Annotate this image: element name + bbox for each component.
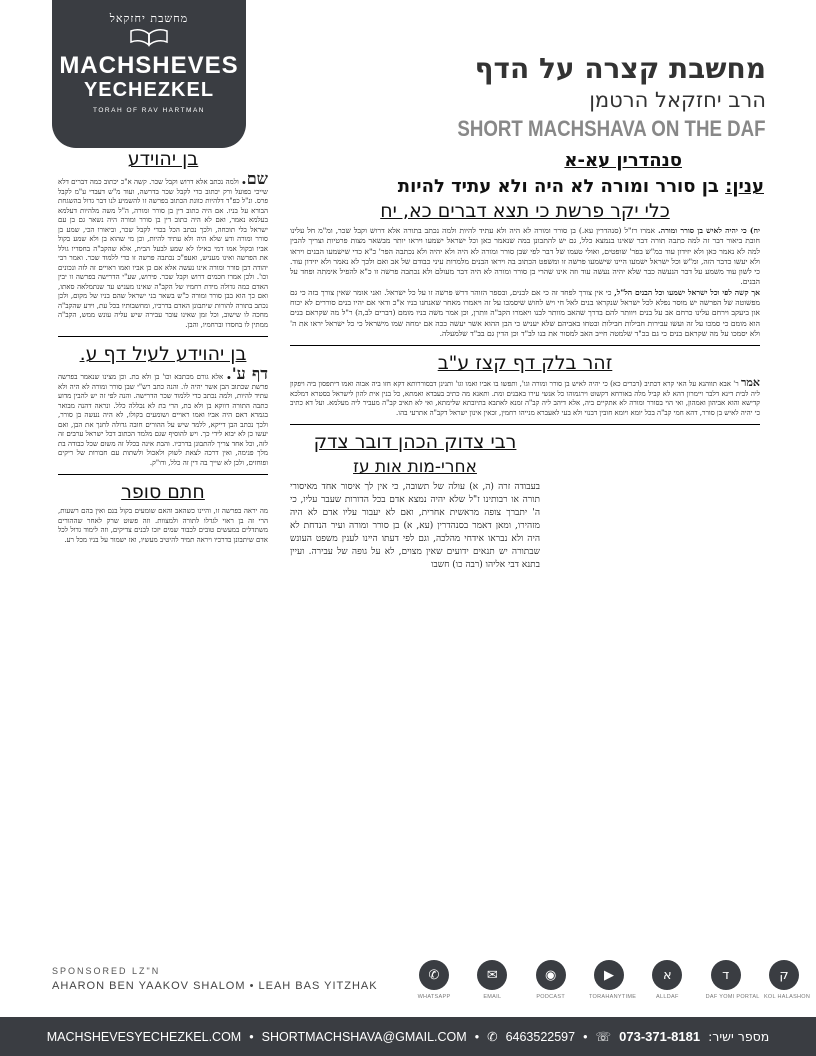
- book-icon: [129, 27, 169, 47]
- dafyomi-portal-link[interactable]: [705, 960, 760, 1000]
- logo-hebrew: מחשבת יחזקאל: [109, 12, 189, 25]
- section-heading: חתם סופר: [121, 481, 205, 503]
- sponsor-label: SPONSORED LZ"N: [52, 966, 161, 976]
- whatsapp-link[interactable]: [414, 960, 454, 1000]
- logo-name-line1: MACHSHEVES: [59, 52, 239, 79]
- sponsor-block: [52, 966, 378, 992]
- kli-yakar-section: [290, 200, 760, 339]
- topic-line: [398, 176, 764, 197]
- section-body-2: כי אין צורך לפחד זה כי אם לבנים, ובספר הזוהר דרש פרשה זו על כל ישראל. ואני אומר שאין צורך בזה כי גם מפשוטה של הפרשה יש מוסר נפלא לכל ישראל שנקראו בנים לאל חי ויש לחוש שיסמכו על זה ויאמרו מאחר שאנחנו בניו א"כ ודאי אם יהיו בנים סוררים לא יכוח און ביעקב וירחם עלינו כרחם אב על בנים ויוותר להם בדרך שהאב מוותר לבנו ויאמרו הקב"ה וותרן, וכן אמר משה בניו מומם (דברים לב,ה) ר"ל מה שקראם בנים הוא מומם כי סמכו על זה ועשו עבירות חבילות חבילות ובטחו באביהם שלא יעניש כי הבן ההוא אשר יעשה ככה אם ימחה שמו מישראל כי כל ישראל יראו את ה' ולא יסמכו על מה שקראם בנים כי גם בכ"ד שלמטה חייב האב למסור את בנו לב"ד וכן הדין גם בב"ד שלמעלה.: [290, 287, 760, 338]
- section-body: ר' אבא תווהנא על האי קרא דכתיב (דברים כא) כי יהיה לאיש בן סורר ומורה וגו', ותפשו בו אביו ואמו וגו' ותנינן דבסוררותא דקא חזו ביה אבוה ואמו דיתפסון ביה ויפקון ליה לבית דינא דלבר ויימרון דהא לא קביל מלה באורחא דקשוט וירגמוהו כל אנשי עירו באבנים ומת. ותאנא מה כתיב בעבדא ואמתא, כל בנין אית להון לישראל בסטרא דמלכא קדישא והוא אביהון ואמהון, ואי הוי בסורר ומורה לא אתקיים ביה, אלא דיהב ליה קב"ה זמנא לאתבא בתיובתא שלימתא, ואי לא תאיב קב"ה מעביר ליה מעלמא. ועל דא כתיב כי יהיה לאיש בן סורר, דהא חמי קב"ה בכל יומא ויומא חובין דבנוי ולא בעי לאעברא מנייהו רחמין, זכאין אינון ישראל דקב"ה אתרעי בהו.: [290, 380, 760, 417]
- israel-phone[interactable]: 073-371-8181: [619, 1029, 701, 1044]
- email-link[interactable]: [472, 960, 512, 1000]
- section-heading: בן יהוידע לעיל דף ע.: [79, 343, 247, 365]
- section-text: [290, 226, 760, 288]
- topic-text: בן סורר ומורה לא היה ולא עתיד להיות: [397, 176, 719, 197]
- divider: [58, 474, 268, 475]
- section-text-2: [290, 288, 760, 339]
- icon-label: WHATSAPP: [417, 994, 451, 1000]
- ben-yehoyada-section: [58, 148, 268, 330]
- dafyomi-portal-icon[interactable]: ד: [711, 960, 741, 990]
- alldaf-link[interactable]: [647, 960, 687, 1000]
- footer-bar: [0, 1017, 816, 1056]
- icon-label: DAF YOMI PORTAL: [705, 994, 760, 1000]
- rabbi-tzadok-section: [290, 431, 540, 572]
- section-lead-2: אך קשה לפי וכל ישראל ישמעו וכל הבנים הל"ל,: [614, 287, 761, 297]
- icon-label: ALLDAF: [656, 994, 679, 1000]
- left-column: [58, 148, 268, 545]
- topic-label: ענין:: [725, 176, 764, 197]
- separator-dot: •: [249, 1029, 254, 1044]
- page-title-english: SHORT MACHSHAVA ON THE DAF: [457, 116, 766, 141]
- section-heading: כלי יקר פרשת כי תצא דברים כא, יח: [380, 200, 670, 222]
- email-address-link[interactable]: SHORTMACHSHAVA@GMAIL.COM: [261, 1029, 467, 1044]
- icon-label: KOL HALASHON: [763, 994, 811, 1000]
- section-lead: אמר: [741, 376, 760, 390]
- whatsapp-icon[interactable]: ✆: [419, 960, 449, 990]
- page-title-hebrew: מחשבת קצרה על הדף: [474, 52, 766, 85]
- section-lead: יח) כי יהיה לאיש בן סורר ומורה.: [658, 226, 760, 235]
- link-icons: [414, 960, 811, 1000]
- podcast-icon[interactable]: ◉: [536, 960, 566, 990]
- ben-yehoyada-daf-ayin-section: [58, 343, 268, 468]
- icon-label: PODCAST: [536, 994, 565, 1000]
- phone-icon: ☏: [595, 1030, 612, 1044]
- separator-dot: •: [474, 1029, 480, 1044]
- section-text: [290, 378, 760, 418]
- logo: [52, 0, 246, 148]
- torahanytime-icon[interactable]: ▶: [594, 960, 624, 990]
- section-heading: זהר בלק דף קצז ע"ב: [437, 352, 613, 375]
- section-body: אמרו רז"ל (סנהדרין עא.) בן סורר ומורה לא היה ולא עתיד להיות ולמה נכתב בתורה אלא דרוש וקבל שכר, ומ"מ חל עלינו חובת ביאור דבר זה למה כתבה תורה דבר שאינו בנמצא כלל, גם יש להתבונן במה שנאמר כאן וכל ישראל ישמעו ויראו יותר מבשאר מצות פרטיות וצריך להבין למה לא נאמר כאן ולא יזידון עוד כמ"ש בפר' שופטים, ואולי טעמו של דבר לפי שבן סורר ומורה לא היה ולא יהיה ולא נכתבה הפר' כ"א כדי שישמעו הבנים ויראו ולא יעשו כדבר הזה, ומ"ש וכל ישראל ישמעו היינו שישמעו פרשה זו ומשפט הכתוב בה ויראו הבנים מלמרות עיני כבודם של אב ואם ולכך לא נאמר ולא יזידון עוד. כי לשון עוד משמע על דבר הנעשה כבר שלא יהיה נעשה עוד וזה אינו שהרי בן סורר ומורה לא היה דבר מעולם ולא נכתבה פרשה זו כ"א להפיל אימתה ופחד על הבנים.: [290, 226, 760, 287]
- divider: [58, 336, 268, 337]
- alldaf-icon[interactable]: א: [652, 960, 682, 990]
- whatsapp-footer-icon: ✆: [487, 1030, 498, 1044]
- kolhalashon-icon[interactable]: ק: [769, 960, 799, 990]
- zohar-section: [290, 352, 760, 418]
- section-heading: בן יהוידע: [127, 148, 199, 170]
- podcast-link[interactable]: [531, 960, 571, 1000]
- tractate-reference: סנהדרין עא-א: [564, 150, 682, 171]
- separator-dot: •: [583, 1029, 588, 1044]
- section-lead: דף ע'.: [226, 364, 269, 383]
- email-icon[interactable]: ✉: [477, 960, 507, 990]
- divider: [290, 345, 760, 346]
- section-text: [58, 364, 269, 468]
- website-link[interactable]: MACHSHEVESYECHEZKEL.COM: [46, 1029, 242, 1044]
- section-heading: רבי צדוק הכהן דובר צדק: [313, 431, 517, 454]
- author-name-hebrew: הרב יחזקאל הרטמן: [589, 88, 766, 112]
- section-text: [58, 169, 269, 330]
- kolhalashon-link[interactable]: [763, 960, 811, 1000]
- icon-label: EMAIL: [483, 994, 502, 1000]
- chasam-sofer-section: [58, 481, 268, 545]
- section-body: ולמה נכתב אלא דרוש וקבל שכר. קשה א"כ יכתוב כמה דברים דלא שייכי בפועל ורק יכתוב כדי לקבל שכר בדרשה, ועוד מ"ש דעבדי ע"מ לקבל פרס. ונ"ל כפ"ד דלהיות כוונת הכתוב בפרשה זו להשמיע לנו דבר גדול בהשגחת הבורא על בניו. אם היה כתוב דין בן סורר ומורה, ה"ל משה מלהיות דעלמא בעלמא נאמר, ואם לא היה כתוב דין בן סורר ומורה היה נשאר גם בן עם ישראל בלי תוכחה, ולכך נכתב הכל בכדי לקבל שכר, וביאורו הכי, שמע בן סורר ומורה ודע שלא היה ולא עתיד להיות, וכן מי שהוא בן ולא שמע בקול אביו ובקול אמו דמי כאילו לא שמע לבעל הבית, אלא שהקב"ה בחסדיו גולל את הפרשה ואינו מעניש, ואעפ"כ נכתבה פרשה זו כדי ללמוד שכר. ואמר רבי יהודה דבן סורר ומורה אינו נעשה אלא אם כן אביו ואמו ראויים זה לזה ונכונים וכו'. ולכן אמרו חכמים דרוש וקבל שכר. פירוש, שע"י הדרישה בפרשה זו יבין האדם כמה גדולה מידת רחמיו של הקב"ה שאינו מעניש עד שנתמלאה סאתו, ואם כך הוא בבן סורר ומורה כ"ש בשאר בני ישראל שהם בניו של מקום, ולכן נכתב בתורה להורות שיתבונן האדם בדרכיו, ומחשבותיו בכל עת, וידע שהקב"ה מחכה לו שישוב, וכל זמן שאינו עובר עבירה שיש עליה עונש ממש, הקב"ה ממתין לו בחסדו וברחמיו, והבן.: [58, 178, 268, 329]
- section-lead: שם.: [241, 169, 269, 188]
- icon-label: TORAHANYTIME: [588, 994, 637, 1000]
- torahanytime-link[interactable]: [588, 960, 637, 1000]
- israel-phone-label: מספר ישיר:: [708, 1029, 770, 1044]
- logo-tagline: TORAH OF RAV HARTMAN: [93, 107, 205, 114]
- sponsor-names: AHARON BEN YAAKOV SHALOM • LEAH BAS YITZHAK: [52, 980, 378, 992]
- section-subheading: אחרי-מות אות עז: [353, 457, 477, 478]
- section-body: מה יראה בפרשה זו, והיינו כשהאב והאם שומעים בקול בנם ואין בהם רשעות, הרי זה בן ראוי לגדלו לתורה ולמצוות. וזה פשוט שרק לאחר שההורים משתדלים במעשים טובים לכבוד שמים יזכו לבנים צדיקים, וזה לימוד גדול לכל אדם שיתבונן בדרכיו ויראה תמיד להיטיב מעשיו, ואז ישמור על בניו מכל רע.: [58, 507, 268, 544]
- section-body: אלא גורם מכתבא וכו' בן ולא בת. וכן מצינו שנאמר בפרשה פרשת שכתוב הבן אשר יהיה לו. והנה כתב רש"י שבן סורר ומורה לא היה ולא עתיד להיות, ולמה נכתב כדי ללמוד שכר הדרישה. והנה לפי זה יש להבין מדוע כתבה התורה דווקא בן ולא בת, הרי בת לא נכללה כלל. ונראה דהנה מבואר בגמרא דאם היה אביו ואמו ראויים ושומעים בקולו, לא היה נעשה בן סורר, ולכך נכתב הבן דייקא, ללמד שיש על ההורים חובה גדולה לחנך את הבן, ואם יעשו כן לא יבוא לידי כך. ויש להוסיף שגם מלמד הכתוב דכל ישראל ערבים זה לזה, וכל אחד צריך להתבונן בדרכיו. והבת אינה בכלל זה משום שכל כבודה בת מלך פנימה, ואין דרכה לצאת לשוק ולאכול ולשתות עם חבורות של ריקים ופוחזים, ולכן לא שייך בה דין זה כלל, ודו"ק.: [58, 373, 268, 467]
- divider: [290, 424, 760, 425]
- right-column: [290, 200, 760, 572]
- logo-name-line2: YECHEZKEL: [83, 79, 215, 101]
- whatsapp-phone[interactable]: 6463522597: [505, 1029, 576, 1044]
- section-body: בעבודה זרה (ה, א) עולה של תשובה, כי אין לך איסור אחד מאיסורי תורה או רבותינו ז"ל שלא יהיה נמצא אדם בכל הדורות שעבר עליו, כי ה' יתברך צופה מראשית אחרית, ואם לא יעבור עליו אדם לא היה מזהירו, ומאן דאמר בסנהדרין (עא, א) בן סורר ומורה ועיר הנדחת לא היה ולא נבראו אידחי מהלכה, וגם לפי דעתו היינו לענין משפט העונש שבתורה יש תנאים ידועים שאין מצוים, לא על גופה של עבירה. ועיין בתנא דבי אליהו (רבה כו) חשבו: [290, 482, 540, 571]
